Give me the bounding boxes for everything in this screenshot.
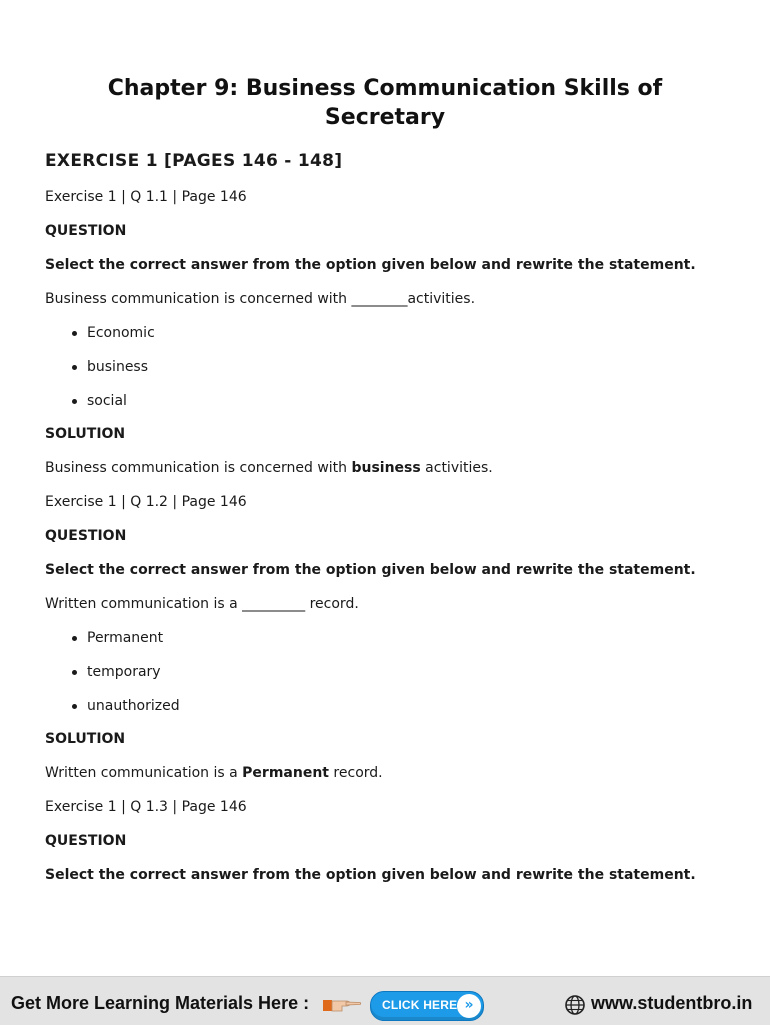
question-statement: Business communication is concerned with ________activities.	[45, 291, 476, 307]
footer-promo-text: Get More Learning Materials Here :	[11, 993, 310, 1013]
question-label: QUESTION	[45, 223, 127, 239]
question-label: QUESTION	[45, 833, 127, 849]
chapter-title-line-1: Chapter 9: Business Communication Skills of	[107, 76, 663, 101]
solution-text	[45, 459, 705, 477]
option-item: Permanent	[87, 629, 705, 647]
question-reference: Exercise 1 | Q 1.3 | Page 146	[45, 799, 247, 815]
double-chevron-right-icon: »	[457, 994, 481, 1018]
solution-label: SOLUTION	[45, 426, 126, 442]
solution-text-start: Business communication is concerned with	[45, 460, 352, 476]
question-statement: Written communication is a _________ record.	[45, 596, 359, 612]
solution-label: SOLUTION	[45, 731, 126, 747]
solution-answer: Permanent	[242, 765, 329, 781]
globe-icon	[564, 994, 586, 1016]
option-item: temporary	[87, 663, 705, 681]
solution-text-start: Written communication is a	[45, 765, 243, 781]
solution-text-end: activities.	[420, 460, 493, 476]
option-item: social	[87, 392, 705, 410]
solution-answer: business	[351, 460, 421, 476]
chapter-title	[60, 74, 710, 132]
question-instruction: Select the correct answer from the option given below and rewrite the statement.	[45, 257, 696, 273]
website-link[interactable]: www.studentbro.in	[591, 993, 753, 1013]
exercise-content	[45, 188, 705, 900]
footer-bar	[0, 976, 770, 1025]
click-here-label: CLICK HERE	[382, 998, 458, 1012]
chapter-title-line-2: Secretary	[324, 105, 446, 130]
question-label: QUESTION	[45, 528, 127, 544]
question-instruction: Select the correct answer from the option given below and rewrite the statement.	[45, 867, 696, 883]
option-item: Economic	[87, 324, 705, 342]
option-list	[45, 629, 705, 715]
question-instruction: Select the correct answer from the option given below and rewrite the statement.	[45, 562, 696, 578]
exercise-heading: EXERCISE 1 [PAGES 146 - 148]	[45, 151, 343, 171]
click-here-button[interactable]	[370, 991, 484, 1021]
solution-text	[45, 764, 705, 782]
pointing-hand-icon	[322, 994, 362, 1014]
solution-text-end: record.	[328, 765, 383, 781]
option-item: business	[87, 358, 705, 376]
question-reference: Exercise 1 | Q 1.1 | Page 146	[45, 189, 247, 205]
question-reference: Exercise 1 | Q 1.2 | Page 146	[45, 494, 247, 510]
option-list	[45, 324, 705, 410]
option-item: unauthorized	[87, 697, 705, 715]
